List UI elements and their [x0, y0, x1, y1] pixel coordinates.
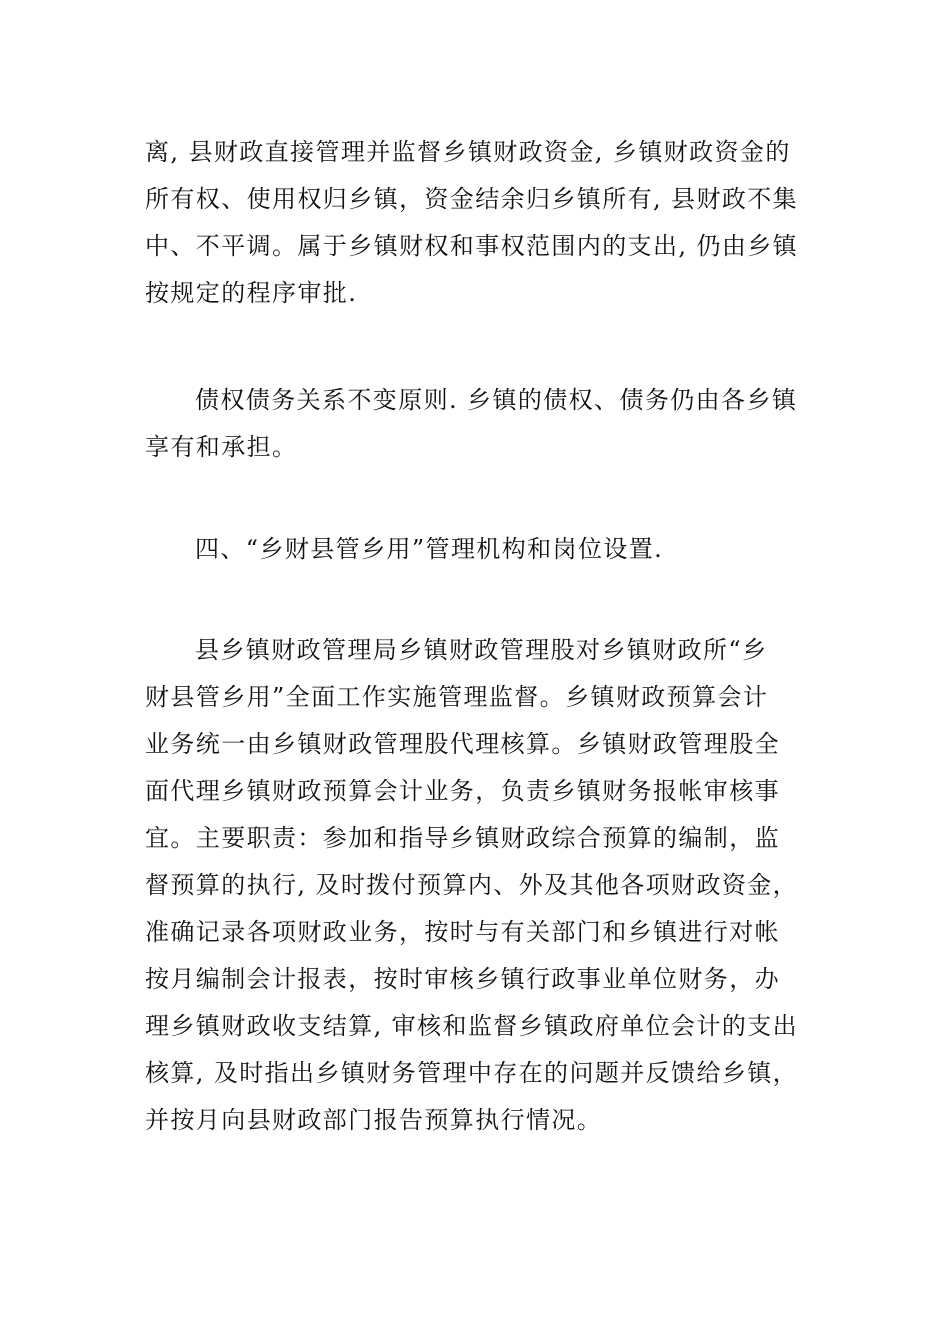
text-line: 中、不平调。属于乡镇财权和事权范围内的支出, 仍由乡镇	[145, 232, 799, 260]
section-heading: 四、“乡财县管乡用”管理机构和岗位设置.	[195, 535, 664, 563]
text-line: 离, 县财政直接管理并监督乡镇财政资金, 乡镇财政资金的	[145, 138, 791, 166]
text-line: 督预算的执行, 及时拨付预算内、外及其他各项财政资金，	[145, 871, 799, 899]
text-line: 核算, 及时指出乡镇财务管理中存在的问题并反馈给乡镇，	[145, 1059, 799, 1087]
text-line: 业务统一由乡镇财政管理股代理核算。乡镇财政管理股全	[145, 730, 780, 758]
text-line: 按月编制会计报表，按时审核乡镇行政事业单位财务，办	[145, 965, 780, 993]
text-line: 债权债务关系不变原则. 乡镇的债权、债务仍由各乡镇	[195, 386, 798, 414]
paragraph-debt-principle	[145, 377, 810, 471]
text-line: 并按月向县财政部门报告预算执行情况。	[145, 1106, 603, 1134]
text-line: 县乡镇财政管理局乡镇财政管理股对乡镇财政所“乡	[195, 636, 768, 664]
paragraph-fiscal-management	[145, 129, 810, 317]
text-line: 面代理乡镇财政预算会计业务，负责乡镇财务报帐审核事	[145, 777, 780, 805]
paragraph-management-duties	[145, 627, 810, 1144]
text-line: 财县管乡用”全面工作实施管理监督。乡镇财政预算会计	[145, 683, 769, 711]
section-heading-four	[145, 526, 810, 573]
text-line: 宜。主要职责：参加和指导乡镇财政综合预算的编制，监	[145, 824, 780, 852]
text-line: 按规定的程序审批.	[145, 279, 358, 307]
text-line: 所有权、使用权归乡镇，资金结余归乡镇所有, 县财政不集	[145, 185, 799, 213]
text-line: 准确记录各项财政业务，按时与有关部门和乡镇进行对帐	[145, 918, 780, 946]
text-line: 享有和承担。	[145, 433, 298, 461]
text-line: 理乡镇财政收支结算, 审核和监督乡镇政府单位会计的支出	[145, 1012, 799, 1040]
